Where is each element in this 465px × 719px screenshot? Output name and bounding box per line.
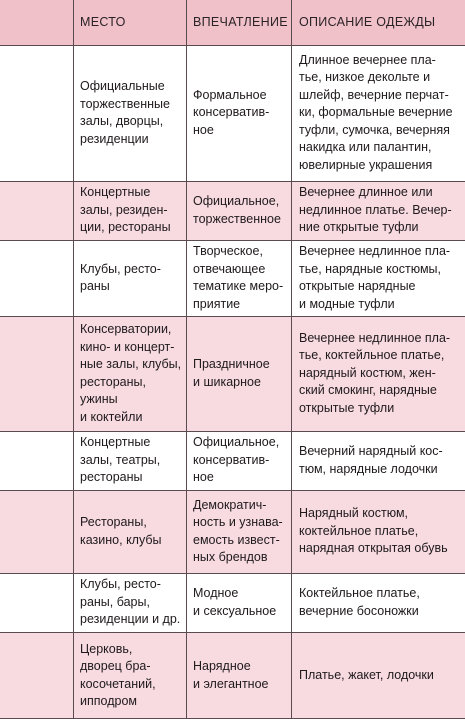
impression-text-line: ность и узнава- <box>193 515 283 529</box>
place-text-line: залы, дворцы, <box>80 114 164 128</box>
row-divider <box>0 490 465 491</box>
impression-text-line: и элегантное <box>193 676 269 691</box>
place-text-line: резиденции <box>80 131 149 146</box>
impression-cell <box>186 45 291 181</box>
impression-text-line: Демократич- <box>193 497 267 512</box>
row-blank-cell <box>0 490 73 573</box>
place-text-line: дворец бра- <box>80 659 151 673</box>
description-text-line: тюм, нарядные лодочки <box>299 461 438 476</box>
place-text-line: Консерватории, <box>80 322 172 336</box>
column-header <box>73 0 186 45</box>
table-header <box>0 0 465 45</box>
impression-text-line: консерватив- <box>193 105 270 120</box>
place-text-line: ные залы, клубы, <box>80 357 182 371</box>
place-cell <box>73 240 186 316</box>
description-text-line: Вечернее недлинное пла- <box>299 244 451 258</box>
impression-text-line: Нарядное <box>193 659 251 673</box>
description-text-line: тье, коктейльное платье, <box>299 348 445 363</box>
description-text-line: тье, нарядные костюмы, <box>299 261 441 276</box>
impression-text-line: Творческое, <box>193 244 263 258</box>
row-blank-cell <box>0 573 73 632</box>
impression-text-line: и шикарное <box>193 374 261 389</box>
place-text-line: Концертные <box>80 435 151 450</box>
header-blank-cell <box>0 0 73 45</box>
column-divider <box>186 0 187 719</box>
column-header-label: ОПИСАНИЕ ОДЕЖДЫ <box>299 14 436 29</box>
row-blank-cell <box>0 632 73 719</box>
place-text-line: залы, театры, <box>80 452 161 467</box>
place-cell <box>73 632 186 719</box>
place-cell <box>73 181 186 240</box>
place-text-line: Официальные <box>80 79 165 93</box>
column-header <box>291 0 465 45</box>
description-text-line: нарядный костюм, жен- <box>299 365 436 380</box>
place-text-line: косочетаний, <box>80 676 156 691</box>
description-cell <box>291 573 465 632</box>
description-cell <box>291 181 465 240</box>
row-blank-cell <box>0 431 73 490</box>
place-text-line: Концертные <box>80 185 151 200</box>
impression-cell <box>186 490 291 573</box>
impression-text-line: емость извест- <box>193 532 280 547</box>
column-divider <box>291 0 292 719</box>
table-row <box>0 45 465 181</box>
row-divider <box>0 632 465 633</box>
impression-text-line: приятие <box>193 296 241 311</box>
impression-text-line: ных брендов <box>193 550 268 564</box>
description-text-line: Коктейльное платье, <box>299 586 420 600</box>
place-text-line: ипподром <box>80 694 137 708</box>
place-text-line: залы, резиден- <box>80 202 168 217</box>
impression-text-line: Официальное, <box>193 194 280 208</box>
place-cell <box>73 316 186 431</box>
description-cell <box>291 490 465 573</box>
place-text-line: раны, бары, <box>80 594 150 609</box>
row-divider <box>0 431 465 432</box>
description-text-line: Вечернее недлинное пла- <box>299 330 451 345</box>
row-blank-cell <box>0 181 73 240</box>
place-cell <box>73 45 186 181</box>
description-cell <box>291 316 465 431</box>
impression-text-line: ное <box>193 470 214 485</box>
place-text-line: Клубы, ресто- <box>80 261 161 276</box>
impression-text-line: Праздничное <box>193 357 270 371</box>
place-cell <box>73 490 186 573</box>
row-divider <box>0 240 465 241</box>
row-divider <box>0 181 465 182</box>
description-cell <box>291 45 465 181</box>
place-text-line: раны <box>80 279 110 293</box>
description-text-line: тье, низкое декольте и <box>299 70 431 85</box>
description-text-line: и модные туфли <box>299 296 395 311</box>
impression-text-line: Официальное, <box>193 435 280 450</box>
impression-text-line: Модное <box>193 586 239 600</box>
impression-cell <box>186 181 291 240</box>
description-text-line: открытые нарядные <box>299 279 416 293</box>
place-text-line: кино- и концерт- <box>80 339 175 354</box>
description-text-line: Платье, жакет, лодочки <box>299 667 434 682</box>
row-blank-cell <box>0 45 73 181</box>
description-cell <box>291 431 465 490</box>
place-text-line: рестораны <box>80 470 143 485</box>
impression-cell <box>186 240 291 316</box>
impression-cell <box>186 632 291 719</box>
row-divider <box>0 573 465 574</box>
row-divider <box>0 316 465 317</box>
impression-text-line: ное <box>193 122 214 137</box>
place-text-line: ужины <box>80 392 118 406</box>
impression-cell <box>186 573 291 632</box>
description-text-line: вечерние босоножки <box>299 603 419 618</box>
description-text-line: туфли, сумочка, вечерняя <box>299 122 450 137</box>
impression-text-line: тематике меро- <box>193 279 284 293</box>
description-cell <box>291 240 465 316</box>
impression-cell <box>186 316 291 431</box>
table-row <box>0 240 465 316</box>
description-text-line: накидка или палантин, <box>299 140 432 155</box>
place-cell <box>73 431 186 490</box>
row-blank-cell <box>0 240 73 316</box>
place-cell <box>73 573 186 632</box>
table-row <box>0 431 465 490</box>
column-header-label: МЕСТО <box>80 14 126 29</box>
description-text-line: ки, формальные вечерние <box>299 105 453 120</box>
table-row <box>0 316 465 431</box>
description-cell <box>291 632 465 719</box>
table-row <box>0 632 465 719</box>
place-text-line: резиденции и др. <box>80 612 181 627</box>
description-text-line: недлинное платье. Вечер- <box>299 202 452 217</box>
description-text-line: ние открытые туфли <box>299 220 419 235</box>
table-row <box>0 490 465 573</box>
column-divider <box>73 0 74 719</box>
description-text-line: ский смокинг, нарядные <box>299 383 437 398</box>
impression-text-line: и сексуальное <box>193 603 277 618</box>
place-text-line: Рестораны, <box>80 515 147 529</box>
description-text-line: открытые туфли <box>299 400 395 415</box>
place-text-line: казино, клубы <box>80 532 162 547</box>
description-text-line: нарядная открытая обувь <box>299 541 448 556</box>
description-text-line: Нарядный костюм, <box>299 506 409 521</box>
row-divider <box>0 45 465 46</box>
place-text-line: Церковь, <box>80 641 133 656</box>
table-row <box>0 573 465 632</box>
place-text-line: ции, рестораны <box>80 220 171 235</box>
description-text-line: Вечерний нарядный кос- <box>299 444 443 458</box>
place-text-line: торжественные <box>80 96 170 111</box>
column-header <box>186 0 291 45</box>
description-text-line: Вечернее длинное или <box>299 185 433 200</box>
impression-cell <box>186 431 291 490</box>
description-text-line: ювелирные украшения <box>299 157 433 172</box>
place-text-line: и коктейли <box>80 409 143 424</box>
place-text-line: рестораны, <box>80 374 146 389</box>
column-header-label: ВПЕЧАТЛЕНИЕ <box>193 14 288 29</box>
description-text-line: Длинное вечернее пла- <box>299 52 436 67</box>
impression-text-line: консерватив- <box>193 452 270 467</box>
impression-text-line: отвечающее <box>193 261 266 276</box>
description-text-line: шлейф, вечерние перчат- <box>299 87 449 102</box>
description-text-line: коктейльное платье, <box>299 523 419 538</box>
place-text-line: Клубы, ресто- <box>80 577 161 592</box>
impression-text-line: торжественное <box>193 211 281 226</box>
impression-text-line: Формальное <box>193 87 267 102</box>
row-blank-cell <box>0 316 73 431</box>
table-row <box>0 181 465 240</box>
